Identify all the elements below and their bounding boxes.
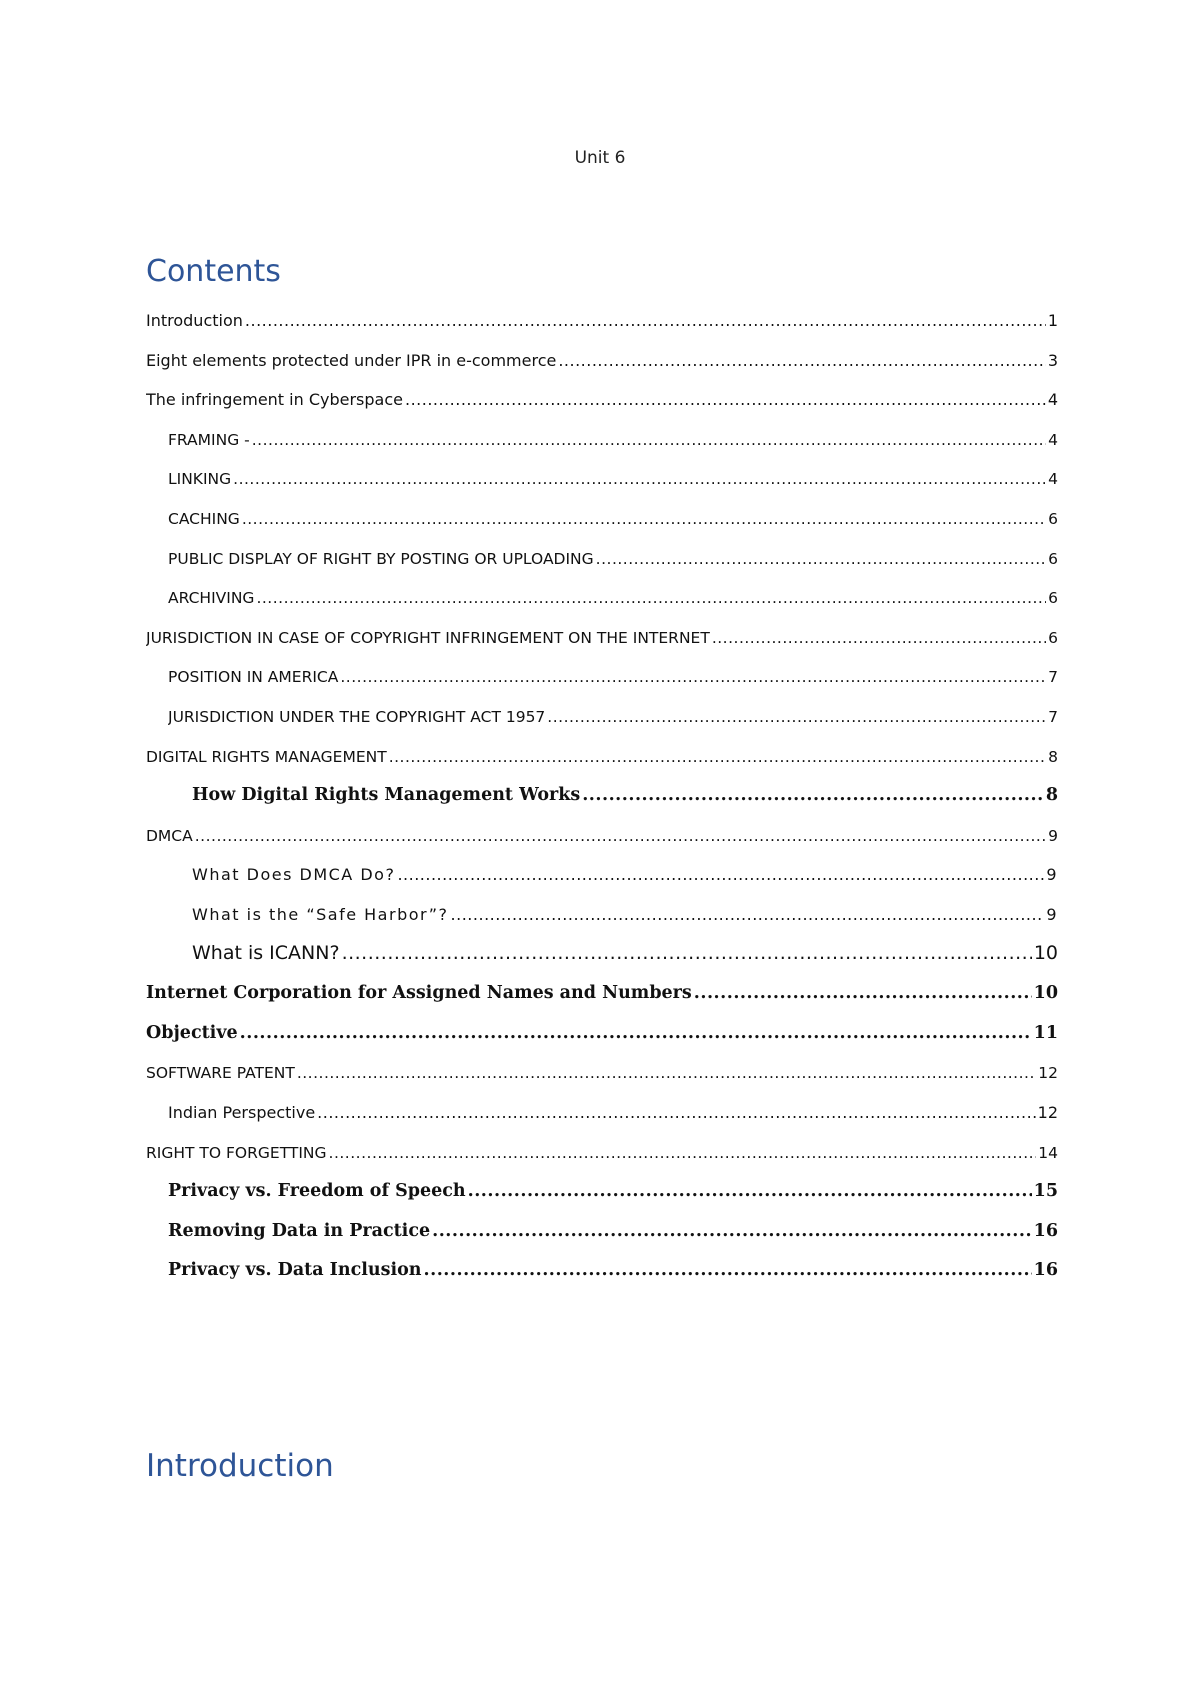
toc-entry-text: Privacy vs. Freedom of Speech bbox=[168, 1181, 466, 1202]
toc-dot-leader bbox=[297, 1064, 1036, 1082]
toc-entry-text: What Does DMCA Do? bbox=[192, 865, 396, 885]
toc-dot-leader bbox=[245, 311, 1046, 330]
toc-dot-leader bbox=[256, 589, 1046, 607]
contents-heading: Contents bbox=[146, 254, 281, 289]
toc-dot-leader bbox=[252, 431, 1046, 449]
toc-entry-text: What is the “Safe Harbor”? bbox=[192, 905, 449, 924]
toc-entry-eight-elements[interactable] bbox=[146, 340, 1058, 370]
toc-page-number: 9 bbox=[1046, 865, 1058, 885]
toc-dot-leader bbox=[451, 905, 1045, 924]
toc-entry-privacy-vs-data-inclusion[interactable] bbox=[168, 1250, 1058, 1280]
toc-entry-text: JURISDICTION IN CASE OF COPYRIGHT INFRINGEMENT ON THE INTERNET bbox=[146, 628, 710, 647]
toc-dot-leader bbox=[405, 390, 1046, 409]
toc-dot-leader bbox=[240, 1023, 1032, 1043]
toc-entry-position-america[interactable] bbox=[168, 656, 1058, 686]
toc-dot-leader bbox=[596, 550, 1046, 568]
toc-entry-text: CACHING bbox=[168, 510, 240, 528]
toc-page-number: 15 bbox=[1033, 1181, 1058, 1202]
toc-entry-safe-harbor[interactable] bbox=[192, 894, 1058, 924]
toc-page-number: 6 bbox=[1048, 628, 1058, 647]
toc-entry-right-to-forgetting[interactable] bbox=[146, 1132, 1058, 1162]
toc-entry-archiving[interactable] bbox=[168, 577, 1058, 607]
toc-dot-leader bbox=[233, 470, 1046, 488]
toc-entry-dmca[interactable] bbox=[146, 815, 1058, 845]
toc-entry-text: LINKING bbox=[168, 470, 232, 489]
toc-entry-introduction[interactable] bbox=[146, 300, 1058, 330]
toc-dot-leader bbox=[558, 351, 1045, 370]
toc-page-number: 8 bbox=[1045, 785, 1058, 806]
toc-entry-text: JURISDICTION UNDER THE COPYRIGHT ACT 1957 bbox=[168, 708, 546, 726]
toc-dot-leader bbox=[424, 1260, 1032, 1280]
toc-entry-text: POSITION IN AMERICA bbox=[168, 668, 339, 687]
toc-dot-leader bbox=[468, 1181, 1032, 1201]
toc-entry-what-is-icann[interactable] bbox=[192, 934, 1058, 964]
toc-page-number: 7 bbox=[1048, 668, 1058, 687]
toc-page-number: 3 bbox=[1047, 350, 1058, 370]
toc-entry-framing[interactable] bbox=[168, 419, 1058, 449]
toc-entry-text: Privacy vs. Data Inclusion bbox=[168, 1260, 422, 1281]
toc-entry-text: DIGITAL RIGHTS MANAGEMENT bbox=[146, 747, 387, 766]
toc-entry-caching[interactable] bbox=[168, 498, 1058, 528]
toc-entry-text: DMCA bbox=[146, 826, 193, 845]
toc-entry-jurisdiction-internet[interactable] bbox=[146, 617, 1058, 647]
toc-page-number: 12 bbox=[1038, 1064, 1058, 1083]
toc-page-number: 9 bbox=[1046, 905, 1058, 924]
toc-dot-leader bbox=[242, 510, 1046, 528]
toc-entry-text: Internet Corporation for Assigned Names and Numbers bbox=[146, 983, 692, 1004]
toc-dot-leader bbox=[340, 668, 1046, 686]
toc-page-number: 4 bbox=[1048, 430, 1058, 449]
toc-page-number: 6 bbox=[1048, 549, 1058, 568]
toc-dot-leader bbox=[694, 983, 1032, 1003]
toc-page-number: 9 bbox=[1048, 826, 1058, 845]
toc-dot-leader bbox=[329, 1144, 1037, 1162]
toc-entry-text: Introduction bbox=[146, 311, 243, 330]
toc-page-number: 12 bbox=[1037, 1103, 1058, 1122]
toc-entry-public-display[interactable] bbox=[168, 538, 1058, 568]
toc-entry-privacy-vs-freedom[interactable] bbox=[168, 1171, 1058, 1201]
toc-entry-text: Indian Perspective bbox=[168, 1103, 316, 1122]
toc-dot-leader bbox=[432, 1221, 1032, 1241]
toc-entry-text: Removing Data in Practice bbox=[168, 1220, 431, 1241]
toc-dot-leader bbox=[582, 785, 1044, 805]
page-header-unit: Unit 6 bbox=[574, 148, 626, 168]
toc-entry-indian-perspective[interactable] bbox=[168, 1092, 1058, 1122]
toc-dot-leader bbox=[317, 1103, 1035, 1122]
toc-dot-leader bbox=[712, 629, 1046, 647]
toc-page-number: 6 bbox=[1048, 589, 1058, 608]
toc-page-number: 10 bbox=[1033, 941, 1058, 964]
introduction-heading: Introduction bbox=[146, 1448, 334, 1484]
toc-dot-leader bbox=[389, 748, 1046, 766]
toc-entry-icann-full-name[interactable] bbox=[146, 973, 1058, 1003]
toc-entry-infringement-cyberspace[interactable] bbox=[146, 379, 1058, 409]
toc-entry-text: Eight elements protected under IPR in e-commerce bbox=[146, 350, 557, 370]
toc-dot-leader bbox=[342, 942, 1032, 964]
toc-page-number: 4 bbox=[1047, 390, 1058, 410]
toc-dot-leader bbox=[195, 827, 1046, 845]
toc-page-number: 16 bbox=[1033, 1260, 1058, 1281]
toc-page-number: 4 bbox=[1048, 470, 1058, 489]
toc-page-number: 7 bbox=[1048, 708, 1058, 726]
toc-entry-drm[interactable] bbox=[146, 736, 1058, 766]
toc-entry-text: FRAMING - bbox=[168, 430, 250, 449]
toc-entry-text: What is ICANN? bbox=[192, 941, 340, 964]
toc-entry-text: ARCHIVING bbox=[168, 589, 255, 608]
toc-entry-text: Objective bbox=[146, 1022, 238, 1043]
toc-page-number: 8 bbox=[1048, 747, 1058, 766]
toc-entry-text: The infringement in Cyberspace bbox=[146, 390, 403, 410]
toc-page-number: 10 bbox=[1033, 983, 1058, 1004]
toc-page-number: 16 bbox=[1033, 1220, 1058, 1241]
toc-entry-how-drm-works[interactable] bbox=[192, 775, 1058, 805]
toc-entry-what-does-dmca-do[interactable] bbox=[192, 854, 1058, 884]
toc-entry-text: How Digital Rights Management Works bbox=[192, 785, 581, 806]
toc-dot-leader bbox=[397, 865, 1044, 884]
toc-entry-text: PUBLIC DISPLAY OF RIGHT BY POSTING OR UPLOADING bbox=[168, 549, 594, 568]
toc-dot-leader bbox=[547, 708, 1046, 726]
toc-page-number: 1 bbox=[1047, 311, 1058, 330]
toc-entry-software-patent[interactable] bbox=[146, 1052, 1058, 1082]
toc-entry-objective[interactable] bbox=[146, 1013, 1058, 1043]
toc-entry-text: RIGHT TO FORGETTING bbox=[146, 1143, 327, 1162]
toc-entry-jurisdiction-copyright-act[interactable] bbox=[168, 696, 1058, 726]
toc-page-number: 11 bbox=[1033, 1022, 1058, 1043]
toc-page-number: 14 bbox=[1038, 1143, 1058, 1162]
toc-page-number: 6 bbox=[1048, 510, 1058, 528]
toc-entry-linking[interactable] bbox=[168, 458, 1058, 488]
toc-entry-removing-data[interactable] bbox=[168, 1211, 1058, 1241]
toc-entry-text: SOFTWARE PATENT bbox=[146, 1064, 295, 1083]
